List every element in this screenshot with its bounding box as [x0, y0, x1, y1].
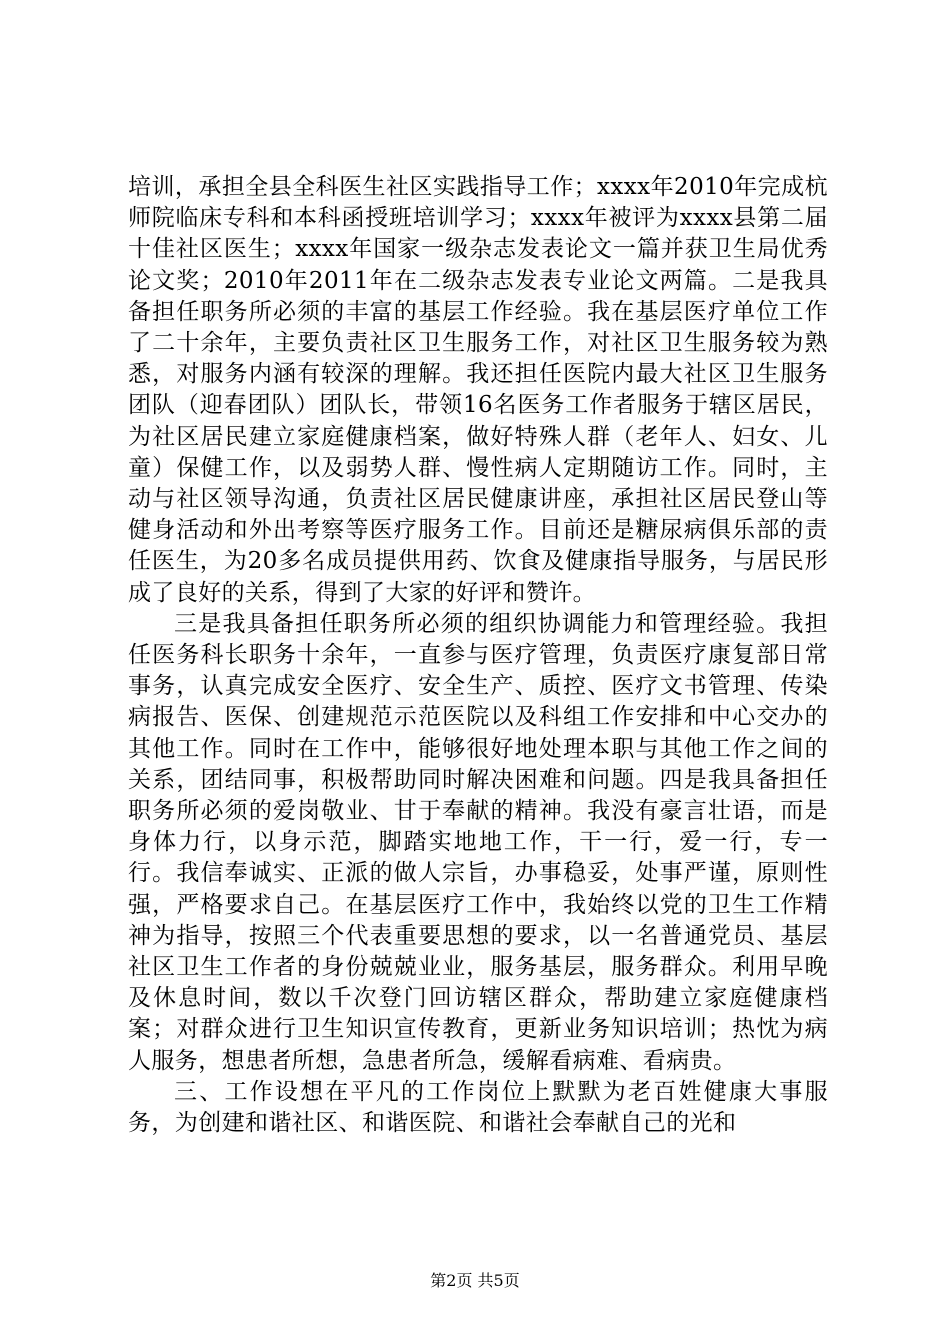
paragraph-work-plan: 三、工作设想在平凡的工作岗位上默默为老百姓健康大事服务，为创建和谐社区、和谐医院、和谐社会奉献自己的光和 — [128, 1078, 828, 1137]
paragraph-continued: 培训，承担全县全科医生社区实践指导工作；xxxx年2010年完成杭师院临床专科和本科函授班培训学习；xxxx年被评为xxxx县第二届十佳社区医生；xxxx年国家一级杂志发表论文一篇并获卫生局优秀论文奖；2010年2011年在二级杂志发表专业论文两篇。二是我具备担任职务所必须的丰富的基层工作经验。我在基层医疗单位工作了二十余年，主要负责社区卫生服务工作，对社区卫生服务较为熟悉，对服务内涵有较深的理解。我还担任医院内最大社区卫生服务团队（迎春团队）团队长，带领16名医务工作者服务于辖区居民，为社区居民建立家庭健康档案，做好特殊人群（老年人、妇女、儿童）保健工作，以及弱势人群、慢性病人定期随访工作。同时，主动与社区领导沟通，负责社区居民健康讲座，承担社区居民登山等健身活动和外出考察等医疗服务工作。目前还是糖尿病俱乐部的责任医生，为20多名成员提供用药、饮食及健康指导服务，与居民形成了良好的关系，得到了大家的好评和赞许。 — [128, 174, 828, 606]
page-number-label: 第2页 共5页 — [430, 1271, 520, 1290]
page-footer — [0, 1271, 950, 1291]
paragraph-management-experience: 三是我具备担任职务所必须的组织协调能力和管理经验。我担任医务科长职务十余年，一直参与医疗管理，负责医疗康复部日常事务，认真完成安全医疗、安全生产、质控、医疗文书管理、传染病报告、医保、创建规范示范医院以及科组工作安排和中心交办的其他工作。同时在工作中，能够很好地处理本职与其他工作之间的关系，团结同事，积极帮助同时解决困难和问题。四是我具备担任职务所必须的爱岗敬业、甘于奉献的精神。我没有豪言壮语，而是身体力行，以身示范，脚踏实地地工作，干一行，爱一行，专一行。我信奉诚实、正派的做人宗旨，办事稳妥，处事严谨，原则性强，严格要求自己。在基层医疗工作中，我始终以党的卫生工作精神为指导，按照三个代表重要思想的要求，以一名普通党员、基层社区卫生工作者的身份兢兢业业，服务基层，服务群众。利用早晚及休息时间，数以千次登门回访辖区群众，帮助建立家庭健康档案；对群众进行卫生知识宣传教育，更新业务知识培训；热忱为病人服务，想患者所想，急患者所急，缓解看病难、看病贵。 — [128, 610, 828, 1074]
document-body — [128, 172, 828, 1139]
